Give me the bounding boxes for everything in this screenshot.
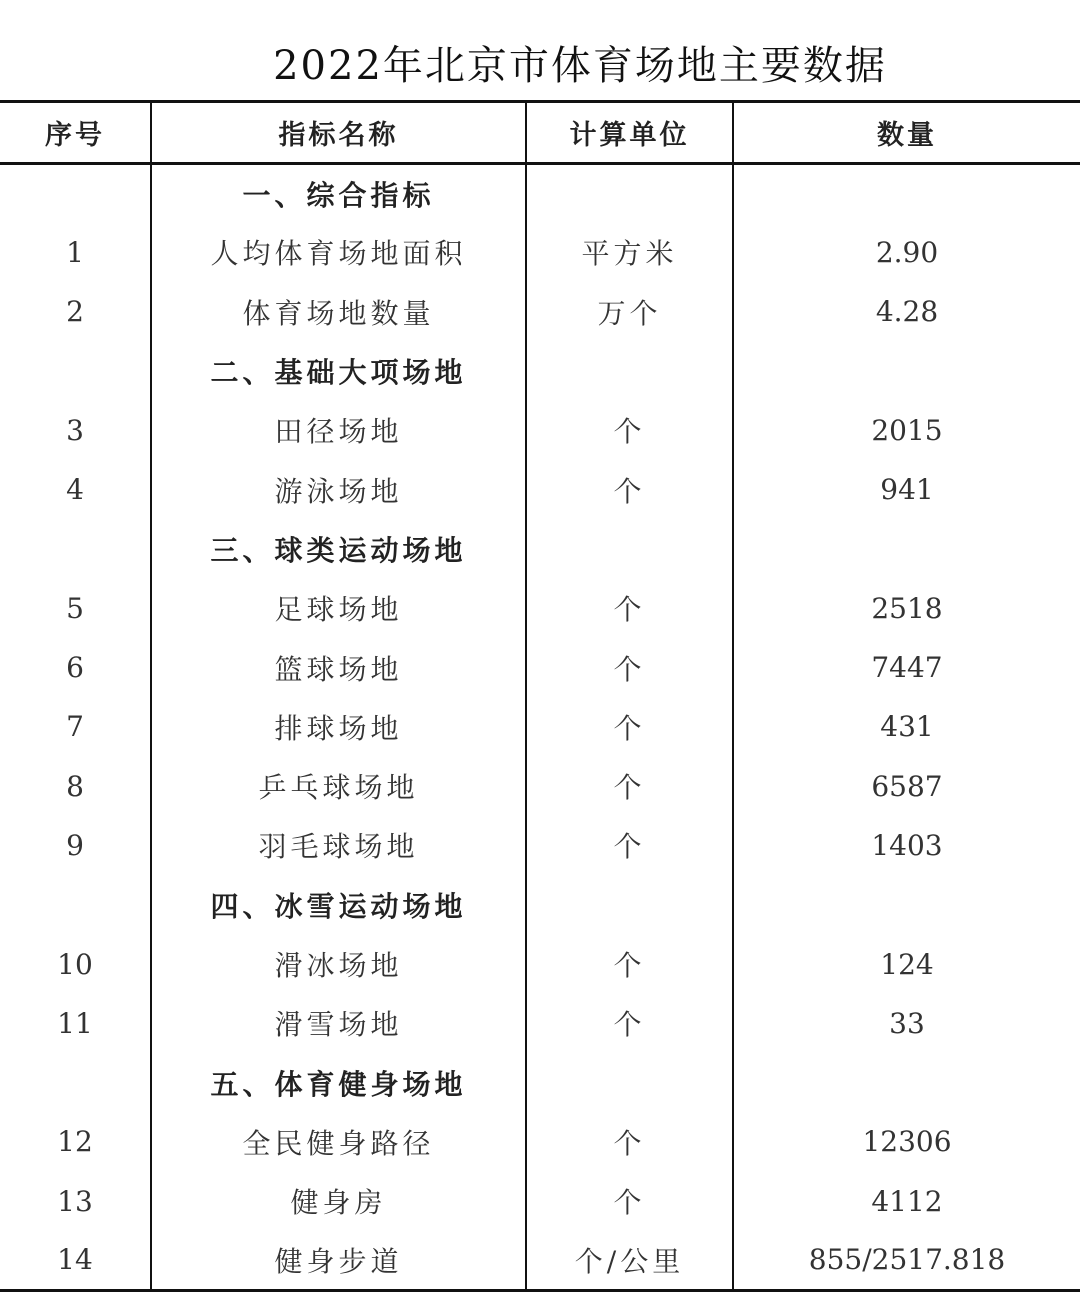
- table-row: [0, 579, 1080, 638]
- value: 6587: [733, 756, 1080, 815]
- value: 33: [733, 994, 1080, 1053]
- row-number: 14: [0, 1231, 151, 1290]
- indicator-name: 一、综合指标: [151, 164, 526, 223]
- header-value: 数量: [733, 102, 1080, 164]
- unit: [526, 875, 733, 934]
- value: [733, 341, 1080, 400]
- table-row: [0, 638, 1080, 697]
- indicator-name: 四、冰雪运动场地: [151, 875, 526, 934]
- data-table: [0, 100, 1080, 1292]
- row-number: [0, 519, 151, 578]
- table-row: [0, 401, 1080, 460]
- unit: 个: [526, 994, 733, 1053]
- unit: 个: [526, 460, 733, 519]
- indicator-name: 三、球类运动场地: [151, 519, 526, 578]
- indicator-name: 滑冰场地: [151, 934, 526, 993]
- unit: [526, 519, 733, 578]
- row-number: 13: [57, 1184, 93, 1218]
- row-number: [0, 164, 151, 223]
- indicator-name: 体育场地数量: [151, 282, 526, 341]
- unit: 万个: [526, 282, 733, 341]
- unit: 个: [526, 816, 733, 875]
- unit: 个: [526, 638, 733, 697]
- indicator-name: 篮球场地: [151, 638, 526, 697]
- value: [733, 875, 1080, 934]
- unit: [526, 1053, 733, 1112]
- indicator-name: 滑雪场地: [151, 994, 526, 1053]
- value: [733, 519, 1080, 578]
- header-no: 序号: [0, 102, 151, 164]
- row-number: 10: [57, 947, 93, 981]
- table-row: [0, 756, 1080, 815]
- unit: 个: [526, 1172, 733, 1231]
- indicator-name: 排球场地: [151, 697, 526, 756]
- row-number: 12: [57, 1125, 93, 1159]
- table-row: [0, 994, 1080, 1053]
- header-name: 指标名称: [151, 102, 526, 164]
- indicator-name: 田径场地: [151, 401, 526, 460]
- indicator-name: 健身房: [151, 1172, 526, 1231]
- table-row: [0, 1231, 1080, 1290]
- table-header-row: [0, 102, 1080, 164]
- value: 12306: [733, 1112, 1080, 1171]
- row-number: 5: [66, 591, 84, 625]
- row-number: 3: [66, 413, 84, 447]
- unit: 个: [526, 579, 733, 638]
- indicator-name: 乒乓球场地: [151, 756, 526, 815]
- unit: 个/公里: [526, 1231, 733, 1290]
- table-row: [0, 282, 1080, 341]
- value: 2518: [733, 579, 1080, 638]
- row-number: 11: [57, 1006, 93, 1040]
- value: 855/2517.818: [733, 1231, 1080, 1290]
- indicator-name: 游泳场地: [151, 460, 526, 519]
- row-number: [0, 1053, 151, 1112]
- value: 124: [733, 934, 1080, 993]
- unit: 个: [526, 697, 733, 756]
- value: [733, 1053, 1080, 1112]
- section-row: [0, 519, 1080, 578]
- table-row: [0, 1172, 1080, 1231]
- indicator-name: 足球场地: [151, 579, 526, 638]
- row-number: 9: [66, 828, 84, 862]
- row-number: 8: [66, 769, 84, 803]
- row-number: 1: [66, 235, 84, 269]
- unit: 个: [526, 934, 733, 993]
- section-row: [0, 164, 1080, 223]
- section-row: [0, 1053, 1080, 1112]
- row-number: 6: [66, 651, 84, 685]
- indicator-name: 羽毛球场地: [151, 816, 526, 875]
- table-row: [0, 816, 1080, 875]
- value: 431: [733, 697, 1080, 756]
- row-number: [0, 341, 151, 400]
- table-row: [0, 460, 1080, 519]
- row-number: [0, 875, 151, 934]
- page-title: 2022年北京市体育场地主要数据: [273, 43, 887, 89]
- table-row: [0, 223, 1080, 282]
- indicator-name: 全民健身路径: [151, 1112, 526, 1171]
- unit: 个: [526, 756, 733, 815]
- unit: [526, 341, 733, 400]
- value: 7447: [733, 638, 1080, 697]
- value: 4112: [733, 1172, 1080, 1231]
- indicator-name: 健身步道: [151, 1231, 526, 1290]
- unit: 个: [526, 401, 733, 460]
- table-row: [0, 934, 1080, 993]
- indicator-name: 人均体育场地面积: [151, 223, 526, 282]
- section-row: [0, 875, 1080, 934]
- value: [733, 164, 1080, 223]
- table-row: [0, 697, 1080, 756]
- header-unit: 计算单位: [526, 102, 733, 164]
- row-number: 2: [66, 295, 84, 329]
- value: 2.90: [733, 223, 1080, 282]
- value: 4.28: [733, 282, 1080, 341]
- unit: 平方米: [526, 223, 733, 282]
- indicator-name: 二、基础大项场地: [151, 341, 526, 400]
- table-row: [0, 1112, 1080, 1171]
- unit: 个: [526, 1112, 733, 1171]
- row-number: 7: [66, 710, 84, 744]
- unit: [526, 164, 733, 223]
- section-row: [0, 341, 1080, 400]
- row-number: 4: [66, 473, 84, 507]
- value: 1403: [733, 816, 1080, 875]
- value: 2015: [733, 401, 1080, 460]
- indicator-name: 五、体育健身场地: [151, 1053, 526, 1112]
- value: 941: [733, 460, 1080, 519]
